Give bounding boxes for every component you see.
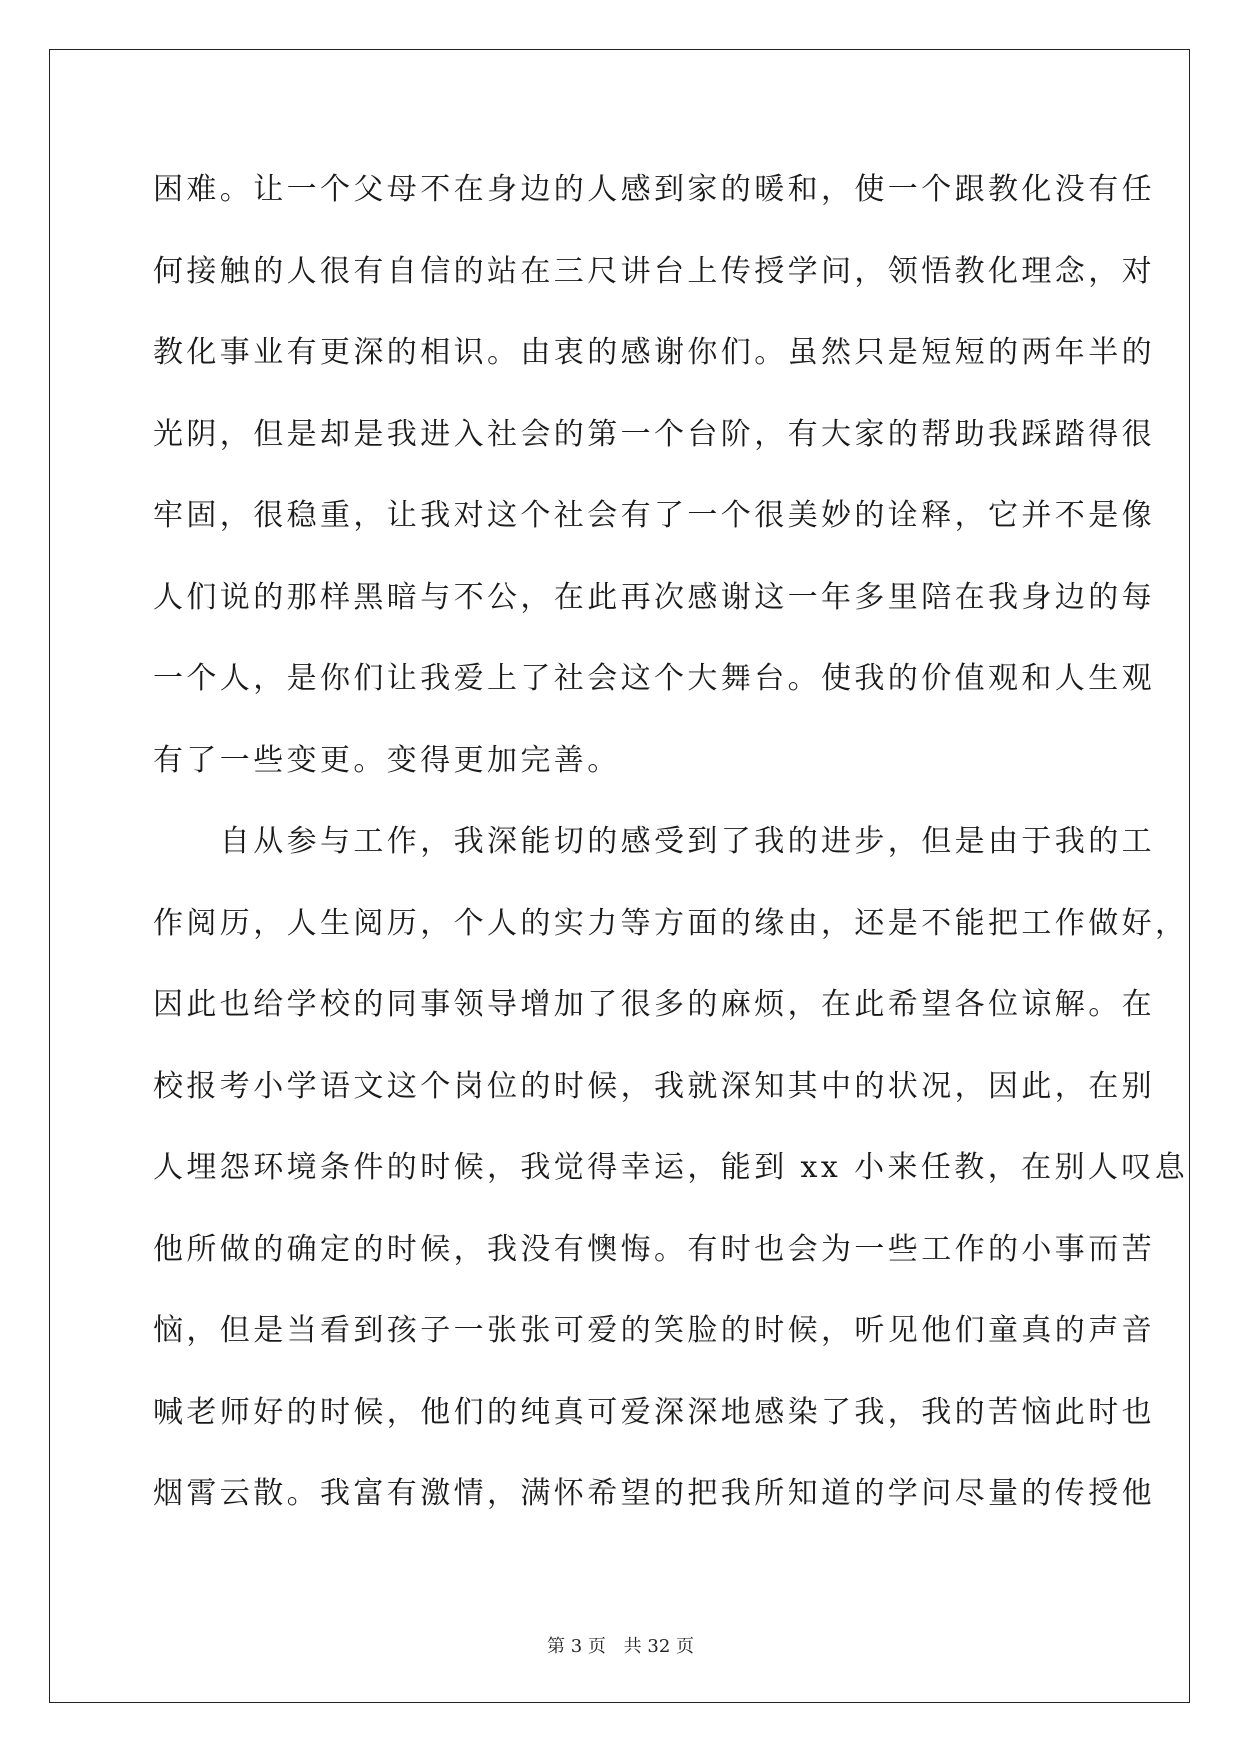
- text-line: 他所做的确定的时候，我没有懊悔。有时也会为一些工作的小事而苦: [153, 1231, 1155, 1267]
- page-total: 共 32 页: [623, 1636, 694, 1657]
- text-line: 困难。让一个父母不在身边的人感到家的暖和，使一个跟教化没有任: [153, 172, 1155, 207]
- text-line: 烟霄云散。我富有激情，满怀希望的把我所知道的学问尽量的传授他: [153, 1476, 1155, 1511]
- page-number: 第 3 页: [547, 1636, 606, 1657]
- text-line: 光阴，但是却是我进入社会的第一个台阶，有大家的帮助我踩踏得很: [153, 416, 1155, 452]
- text-line: 有了一些变更。变得更加完善。: [153, 742, 621, 778]
- text-line: 教化事业有更深的相识。由衷的感谢你们。虽然只是短短的两年半的: [153, 335, 1155, 370]
- text-line: 何接触的人很有自信的站在三尺讲台上传授学问，领悟教化理念，对: [153, 253, 1155, 289]
- text-line: 一个人，是你们让我爱上了社会这个大舞台。使我的价值观和人生观: [153, 661, 1155, 696]
- text-line: 因此也给学校的同事领导增加了很多的麻烦，在此希望各位谅解。在: [153, 987, 1155, 1022]
- text-line: 校报考小学语文这个岗位的时候，我就深知其中的状况，因此，在别: [153, 1068, 1155, 1104]
- text-line: 自从参与工作，我深能切的感受到了我的进步，但是由于我的工: [153, 824, 1155, 859]
- text-line: 人埋怨环境条件的时候，我觉得幸运，能到 xx 小来任教，在别人叹息: [153, 1150, 1189, 1185]
- text-line: 喊老师好的时候，他们的纯真可爱深深地感染了我，我的苦恼此时也: [153, 1394, 1155, 1430]
- text-line: 人们说的那样黑暗与不公，在此再次感谢这一年多里陪在我身边的每: [153, 579, 1155, 615]
- text-line: 牢固，很稳重，让我对这个社会有了一个很美妙的诠释，它并不是像: [153, 498, 1155, 533]
- text-line: 恼，但是当看到孩子一张张可爱的笑脸的时候，听见他们童真的声音: [153, 1313, 1155, 1348]
- body-text: [153, 164, 1189, 1550]
- page-footer: [0, 1632, 1241, 1658]
- text-line: 作阅历，人生阅历，个人的实力等方面的缘由，还是不能把工作做好，: [153, 905, 1189, 941]
